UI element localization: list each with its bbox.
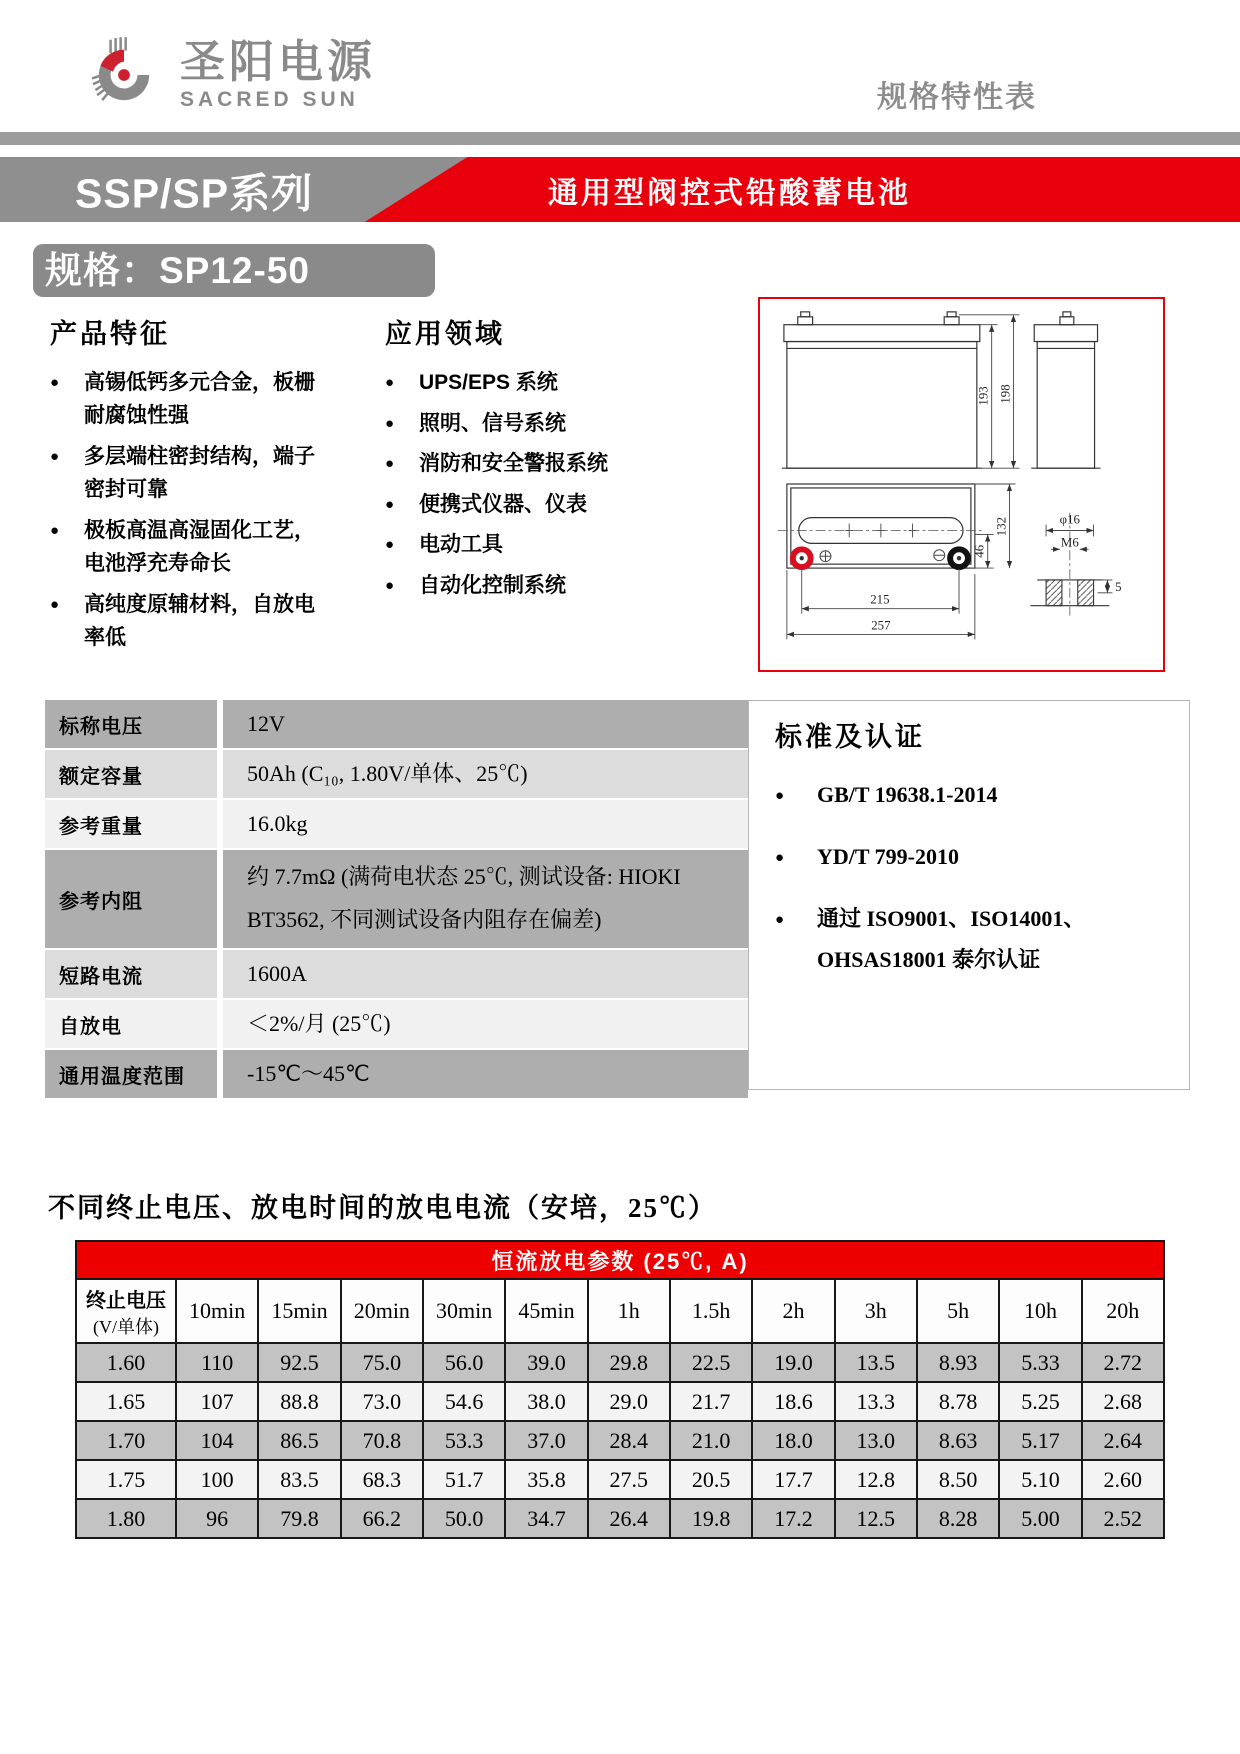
bullet-icon: ● [385, 374, 395, 391]
spec-value: 1600A [223, 950, 748, 998]
spec-row [45, 800, 748, 848]
spec-row [45, 700, 748, 748]
spec-label: 通用温度范围 [45, 1050, 217, 1098]
spec-value: ＜2%/月 (25℃) [223, 1000, 748, 1048]
features-list [50, 367, 380, 654]
table-cell: 86.5 [258, 1421, 340, 1460]
table-cell: 2.60 [1082, 1460, 1164, 1499]
end-voltage-cell: 1.65 [76, 1382, 176, 1421]
application-text: 便携式仪器、仪表 [419, 492, 587, 516]
standards-title: 标准及认证 [775, 722, 925, 752]
dim-193-label: 193 [976, 386, 991, 406]
dim-257-label: 257 [871, 618, 891, 633]
table-cell: 20.5 [670, 1460, 752, 1499]
table-cell: 2.68 [1082, 1382, 1164, 1421]
table-cell: 75.0 [341, 1343, 423, 1382]
table-cell: 22.5 [670, 1343, 752, 1382]
table-cell: 5.33 [999, 1343, 1081, 1382]
spec-value: 12V [223, 700, 748, 748]
feature-text: 极板高温高湿固化工艺，电池浮充寿命长 [84, 519, 315, 575]
table-cell: 13.0 [835, 1421, 917, 1460]
feature-item [50, 589, 380, 654]
table-cell: 92.5 [258, 1343, 340, 1382]
features-section [50, 312, 380, 663]
table-cell: 21.0 [670, 1421, 752, 1460]
table-cell: 5.10 [999, 1460, 1081, 1499]
table-cell: 28.4 [588, 1421, 670, 1460]
bullet-icon: ● [385, 414, 395, 432]
table-cell: 96 [176, 1499, 258, 1538]
table-cell: 8.93 [917, 1343, 999, 1382]
application-item [385, 408, 685, 441]
table-cell: 35.8 [505, 1460, 587, 1499]
table-cell: 110 [176, 1343, 258, 1382]
discharge-section-title: 不同终止电压、放电时间的放电电流（安培，25℃） [48, 1193, 717, 1223]
spec-label: 标称电压 [45, 700, 217, 748]
table-cell: 79.8 [258, 1499, 340, 1538]
spec-label: 短路电流 [45, 950, 217, 998]
feature-item [50, 441, 380, 506]
table-cell: 88.8 [258, 1382, 340, 1421]
bullet-icon: ● [385, 495, 395, 513]
table-cell: 54.6 [423, 1382, 505, 1421]
table-cell: 19.0 [752, 1343, 834, 1382]
time-header: 10h [999, 1279, 1081, 1343]
feature-text: 高纯度原辅材料，自放电率低 [84, 593, 315, 649]
table-cell: 107 [176, 1382, 258, 1421]
spec-table [45, 700, 748, 1098]
table-cell: 13.5 [835, 1343, 917, 1382]
discharge-data-row [76, 1499, 1164, 1538]
table-cell: 8.78 [917, 1382, 999, 1421]
dim-198-label: 198 [998, 384, 1013, 404]
series-name: SSP/SP系列 [75, 170, 314, 216]
table-cell: 53.3 [423, 1421, 505, 1460]
features-title: 产品特征 [50, 319, 170, 349]
bullet-icon: ● [775, 787, 785, 804]
table-cell: 8.63 [917, 1421, 999, 1460]
table-cell: 37.0 [505, 1421, 587, 1460]
standard-text: GB/T 19638.1-2014 [817, 782, 998, 807]
time-header: 20h [1082, 1279, 1164, 1343]
end-voltage-cell: 1.80 [76, 1499, 176, 1538]
table-cell: 2.52 [1082, 1499, 1164, 1538]
feature-item [50, 515, 380, 580]
application-item [385, 448, 685, 481]
table-cell: 19.8 [670, 1499, 752, 1538]
series-banner [0, 157, 1240, 222]
table-cell: 21.7 [670, 1382, 752, 1421]
table-cell: 34.7 [505, 1499, 587, 1538]
time-header: 30min [423, 1279, 505, 1343]
end-voltage-cell: 1.70 [76, 1421, 176, 1460]
spec-value: 约 7.7mΩ (满荷电状态 25℃, 测试设备: HIOKI BT3562, 不同测试设备内阻存在偏差) [223, 850, 748, 948]
time-header: 2h [752, 1279, 834, 1343]
sun-logo-icon [82, 33, 166, 117]
spec-row [45, 850, 748, 948]
spec-value: 16.0kg [223, 800, 748, 848]
table-cell: 12.5 [835, 1499, 917, 1538]
application-text: 消防和安全警报系统 [419, 452, 608, 476]
table-cell: 5.25 [999, 1382, 1081, 1421]
table-cell: 51.7 [423, 1460, 505, 1499]
application-item [385, 529, 685, 562]
application-item [385, 570, 685, 603]
table-cell: 83.5 [258, 1460, 340, 1499]
discharge-data-row [76, 1460, 1164, 1499]
application-text: UPS/EPS 系统 [419, 371, 558, 394]
time-header: 1h [588, 1279, 670, 1343]
brand-name-en: SACRED SUN [180, 87, 359, 111]
table-cell: 38.0 [505, 1382, 587, 1421]
table-cell: 66.2 [341, 1499, 423, 1538]
dim-depth-label: 5 [1115, 579, 1122, 594]
table-cell: 17.2 [752, 1499, 834, 1538]
bullet-icon: ● [50, 522, 60, 540]
time-header: 45min [505, 1279, 587, 1343]
bullet-icon: ● [385, 455, 395, 473]
time-header: 20min [341, 1279, 423, 1343]
table-cell: 100 [176, 1460, 258, 1499]
spec-label: 额定容量 [45, 750, 217, 798]
table-cell: 70.8 [341, 1421, 423, 1460]
table-cell: 73.0 [341, 1382, 423, 1421]
model-badge: 规格：SP12-50 [33, 244, 435, 297]
table-cell: 17.7 [752, 1460, 834, 1499]
table-cell: 2.64 [1082, 1421, 1164, 1460]
spec-label: 自放电 [45, 1000, 217, 1048]
discharge-data-row [76, 1421, 1164, 1460]
discharge-data-row [76, 1382, 1164, 1421]
spec-value: -15℃～45℃ [223, 1050, 748, 1098]
applications-section [385, 312, 685, 610]
table-cell: 5.17 [999, 1421, 1081, 1460]
standard-item [775, 774, 1175, 816]
standard-text: YD/T 799-2010 [817, 843, 959, 869]
dim-thread-label: M6 [1060, 535, 1079, 550]
spec-row [45, 950, 748, 998]
spec-row [45, 750, 748, 798]
spec-label: 参考重量 [45, 800, 217, 848]
table-cell: 27.5 [588, 1460, 670, 1499]
table-cell: 13.3 [835, 1382, 917, 1421]
table-cell: 29.0 [588, 1382, 670, 1421]
header-divider-bar [0, 132, 1240, 145]
table-cell: 18.0 [752, 1421, 834, 1460]
time-header: 3h [835, 1279, 917, 1343]
table-cell: 8.28 [917, 1499, 999, 1538]
end-voltage-cell: 1.60 [76, 1343, 176, 1382]
table-cell: 50.0 [423, 1499, 505, 1538]
spec-value: 50Ah (C₁₀, 1.80V/单体、25℃) [223, 750, 748, 798]
bullet-icon: ● [385, 536, 395, 554]
bullet-icon: ● [50, 374, 60, 391]
end-voltage-header: 终止电压 (V/单体) [76, 1279, 176, 1343]
applications-list [385, 367, 685, 602]
time-header: 5h [917, 1279, 999, 1343]
table-cell: 56.0 [423, 1343, 505, 1382]
application-text: 照明、信号系统 [419, 411, 566, 435]
table-cell: 39.0 [505, 1343, 587, 1382]
discharge-table [75, 1240, 1165, 1539]
brand-text [180, 38, 376, 111]
dimensional-drawing [758, 297, 1165, 672]
dim-dia-label: φ16 [1059, 512, 1080, 527]
bullet-icon: ● [50, 596, 60, 614]
standard-text: 通过 ISO9001、ISO14001、OHSAS18001 泰尔认证 [817, 905, 1086, 973]
standard-item [775, 836, 1175, 878]
standard-item [775, 898, 1175, 982]
discharge-table-title: 恒流放电参数 (25℃, A) [76, 1241, 1164, 1279]
feature-text: 多层端柱密封结构，端子密封可靠 [84, 445, 315, 501]
discharge-data-row [76, 1343, 1164, 1382]
end-voltage-cell: 1.75 [76, 1460, 176, 1499]
spec-row [45, 1000, 748, 1048]
dim-132-label: 132 [994, 516, 1009, 537]
time-header: 10min [176, 1279, 258, 1343]
table-cell: 68.3 [341, 1460, 423, 1499]
bullet-icon: ● [385, 576, 395, 594]
brand-name-cn: 圣阳电源 [180, 36, 377, 88]
bullet-icon: ● [775, 910, 785, 928]
table-cell: 104 [176, 1421, 258, 1460]
bullet-icon: ● [775, 848, 785, 866]
spec-row [45, 1050, 748, 1098]
feature-item [50, 367, 380, 432]
applications-title: 应用领域 [385, 319, 505, 349]
table-cell: 12.8 [835, 1460, 917, 1499]
time-header: 15min [258, 1279, 340, 1343]
table-cell: 29.8 [588, 1343, 670, 1382]
application-text: 自动化控制系统 [419, 573, 566, 597]
product-type: 通用型阀控式铅酸蓄电池 [548, 176, 911, 210]
table-cell: 5.00 [999, 1499, 1081, 1538]
company-logo [82, 33, 376, 117]
application-item [385, 367, 685, 400]
spec-label: 参考内阻 [45, 850, 217, 948]
standards-list [775, 774, 1175, 981]
dim-46-label: 46 [972, 544, 987, 558]
table-cell: 18.6 [752, 1382, 834, 1421]
standards-section [748, 700, 1190, 1090]
table-cell: 8.50 [917, 1460, 999, 1499]
feature-text: 高锡低钙多元合金，板栅耐腐蚀性强 [84, 371, 315, 427]
application-text: 电动工具 [419, 533, 503, 557]
application-item [385, 489, 685, 522]
bullet-icon: ● [50, 448, 60, 466]
battery-drawing-svg [760, 299, 1163, 670]
table-cell: 26.4 [588, 1499, 670, 1538]
table-cell: 2.72 [1082, 1343, 1164, 1382]
doc-type-title: 规格特性表 [877, 81, 1037, 114]
dim-215-label: 215 [870, 592, 890, 607]
time-header: 1.5h [670, 1279, 752, 1343]
